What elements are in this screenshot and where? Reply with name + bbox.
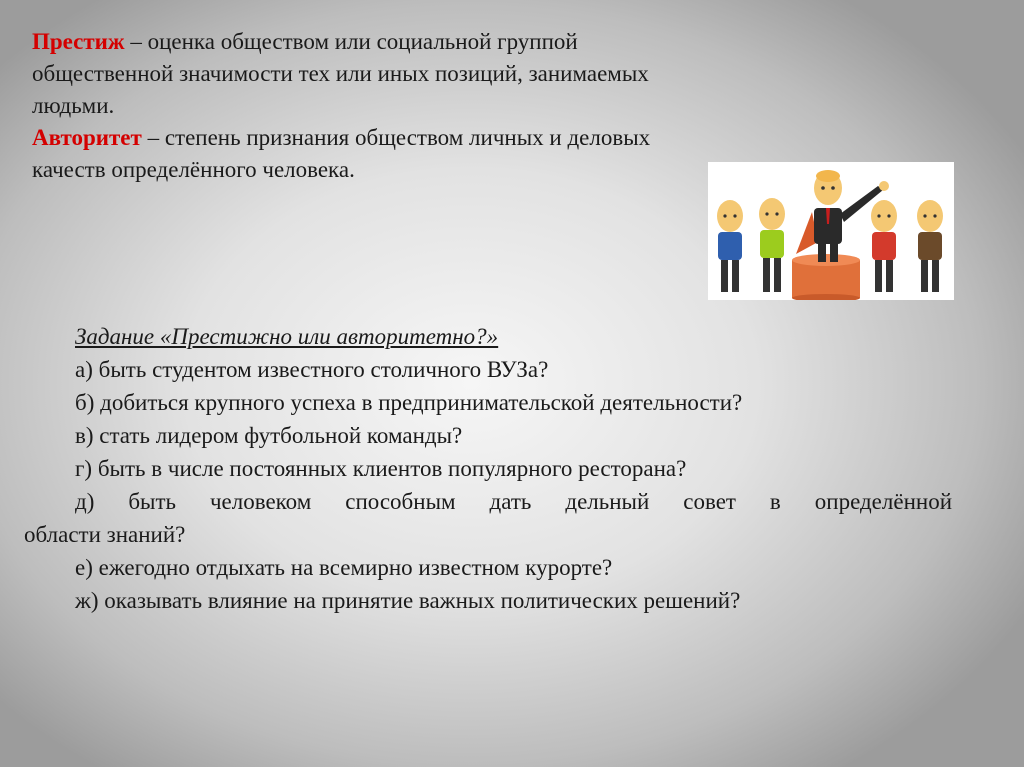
task-item-g: ж) оказывать влияние на принятие важных политических решений? (75, 588, 741, 613)
definitions-block (32, 26, 722, 186)
definition-prestige-text: оценка обществом или социальной группой общественной значимости тех или иных позиций, занимаемых людьми. (32, 29, 649, 118)
leader-illustration (708, 162, 954, 300)
definition-authority (32, 122, 722, 186)
task-item-a: а) быть студентом известного столичного ВУЗа? (75, 357, 549, 382)
task-item-e-continued: области знаний? (24, 522, 186, 547)
dash: – (124, 29, 148, 54)
term-prestige: Престиж (32, 29, 125, 54)
definition-authority-text: степень признания обществом личных и деловых качеств определённого человека. (32, 125, 651, 182)
term-authority: Авторитет (32, 125, 142, 150)
task-block (24, 320, 952, 617)
dash: – (141, 125, 165, 150)
task-item-f: е) ежегодно отдыхать на всемирно известном курорте? (75, 555, 613, 580)
definition-prestige (32, 26, 722, 122)
task-item-b: б) добиться крупного успеха в предпринимательской деятельности? (75, 390, 743, 415)
leader-on-podium-icon (708, 162, 954, 300)
task-item-d: г) быть в числе постоянных клиентов популярного ресторана? (75, 456, 687, 481)
task-item-e: д) быть человеком способным дать дельный совет в определённой (75, 489, 952, 514)
task-item-c: в) стать лидером футбольной команды? (75, 423, 463, 448)
task-title: Задание «Престижно или авторитетно?» (75, 324, 499, 349)
